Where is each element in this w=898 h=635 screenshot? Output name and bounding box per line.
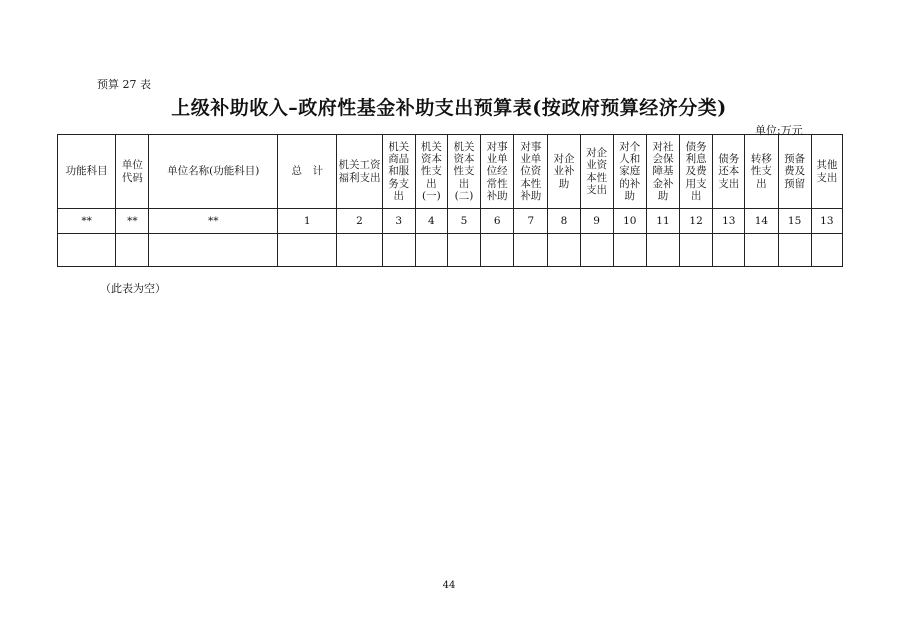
column-code-cell	[613, 209, 646, 234]
column-header	[447, 135, 480, 209]
document-title: 上级补助收入–政府性基金补助支出预算表(按政府预算经济分类)	[171, 97, 727, 119]
unit-label: 单位:万元	[755, 124, 803, 137]
column-code-cell-text: 6	[493, 214, 501, 227]
column-code-cell	[811, 209, 842, 234]
column-code-cell	[481, 209, 514, 234]
column-code-cell	[580, 209, 613, 234]
column-code-cell	[745, 209, 778, 234]
column-code-cell-text: 12	[689, 214, 703, 227]
column-header-text: 其他 支出	[816, 159, 838, 184]
column-header-text: 机关 资本 性支 出 (一)	[420, 140, 442, 202]
table-cell	[680, 234, 713, 267]
column-code-cell-text: 9	[593, 214, 600, 227]
column-code-cell	[116, 209, 149, 234]
column-code-cell	[548, 209, 580, 234]
column-code-cell-text: 4	[428, 214, 435, 227]
column-header-text: 单位名称(功能科目)	[167, 165, 260, 178]
table-cell	[713, 234, 745, 267]
column-header	[811, 135, 842, 209]
column-header	[415, 135, 447, 209]
column-code-cell	[778, 209, 811, 234]
column-code-cell-text: 1	[303, 214, 311, 227]
column-header-text: 对社 会保 障基 金补 助	[652, 140, 674, 202]
column-code-cell-text: 11	[656, 214, 670, 227]
column-header-text: 债务 利息 及费 用支 出	[685, 140, 707, 202]
column-header-text: 对事 业单 位资 本性 补助	[520, 140, 542, 202]
column-header-text: 机关 商品 和服 务支 出	[388, 140, 410, 202]
column-code-cell-text: 15	[787, 214, 802, 227]
code-row	[58, 209, 843, 234]
column-header	[382, 135, 415, 209]
column-header	[680, 135, 713, 209]
column-header	[713, 135, 745, 209]
column-header	[116, 135, 149, 209]
column-header-text: 对企 业资 本性 支出	[586, 147, 608, 196]
column-header	[778, 135, 811, 209]
column-header-text: 单位 代码	[121, 159, 143, 184]
table-cell	[613, 234, 646, 267]
column-code-cell-text: 14	[754, 214, 769, 227]
table-cell	[580, 234, 613, 267]
column-header-text: 功能科目	[65, 165, 108, 178]
column-code-cell-text: 2	[356, 214, 363, 227]
table-cell	[548, 234, 580, 267]
table-cell	[514, 234, 548, 267]
header-row	[58, 135, 843, 209]
table-cell	[382, 234, 415, 267]
column-code-cell	[58, 209, 116, 234]
column-code-cell-text: **	[127, 214, 138, 227]
table-cell	[149, 234, 278, 267]
column-header-text: 预备 费及 预留	[784, 153, 806, 190]
column-code-cell	[415, 209, 447, 234]
column-header	[646, 135, 679, 209]
column-code-cell-text: 3	[395, 214, 403, 227]
budget-table	[57, 134, 843, 267]
table-cell	[116, 234, 149, 267]
table-cell	[481, 234, 514, 267]
column-header	[514, 135, 548, 209]
column-code-cell-text: 13	[820, 214, 834, 227]
empty-table-note: （此表为空）	[100, 282, 166, 295]
column-header	[613, 135, 646, 209]
column-header	[149, 135, 278, 209]
column-header-text: 转移 性支 出	[750, 153, 772, 190]
table-cell	[745, 234, 778, 267]
column-header	[481, 135, 514, 209]
column-header-text: 总 计	[291, 165, 323, 178]
table-cell	[646, 234, 679, 267]
column-header-text: 对事 业单 位经 常性 补助	[486, 140, 508, 202]
column-code-cell	[337, 209, 382, 234]
page-number: 44	[442, 580, 456, 591]
column-code-cell-text: 13	[722, 214, 736, 227]
table-number-label: 预算 27 表	[97, 78, 151, 91]
column-code-cell	[278, 209, 337, 234]
column-code-cell	[382, 209, 415, 234]
table-cell	[811, 234, 842, 267]
column-header	[548, 135, 580, 209]
column-code-cell	[514, 209, 548, 234]
column-header	[580, 135, 613, 209]
table-cell	[447, 234, 480, 267]
table-cell	[278, 234, 337, 267]
column-code-cell	[646, 209, 679, 234]
column-header-text: 机关工资 福利支出	[338, 159, 381, 184]
table-cell	[337, 234, 382, 267]
column-header-text: 对企 业补 助	[553, 153, 575, 190]
column-code-cell-text: 5	[460, 214, 468, 227]
table-row	[58, 234, 843, 267]
column-code-cell	[447, 209, 480, 234]
column-code-cell-text: 7	[527, 214, 535, 227]
column-code-cell-text: **	[208, 214, 219, 227]
column-header-text: 机关 资本 性支 出 (二)	[453, 140, 475, 202]
column-header-text: 对个 人和 家庭 的补 助	[619, 140, 641, 202]
column-header	[58, 135, 116, 209]
table-cell	[58, 234, 116, 267]
column-code-cell-text: **	[81, 214, 92, 227]
table-cell	[415, 234, 447, 267]
column-header	[278, 135, 337, 209]
column-code-cell-text: 10	[623, 214, 637, 227]
column-code-cell	[713, 209, 745, 234]
column-code-cell	[680, 209, 713, 234]
column-header	[745, 135, 778, 209]
column-header	[337, 135, 382, 209]
column-code-cell	[149, 209, 278, 234]
table-cell	[778, 234, 811, 267]
column-code-cell-text: 8	[560, 214, 568, 227]
column-header-text: 债务 还本 支出	[718, 153, 740, 190]
